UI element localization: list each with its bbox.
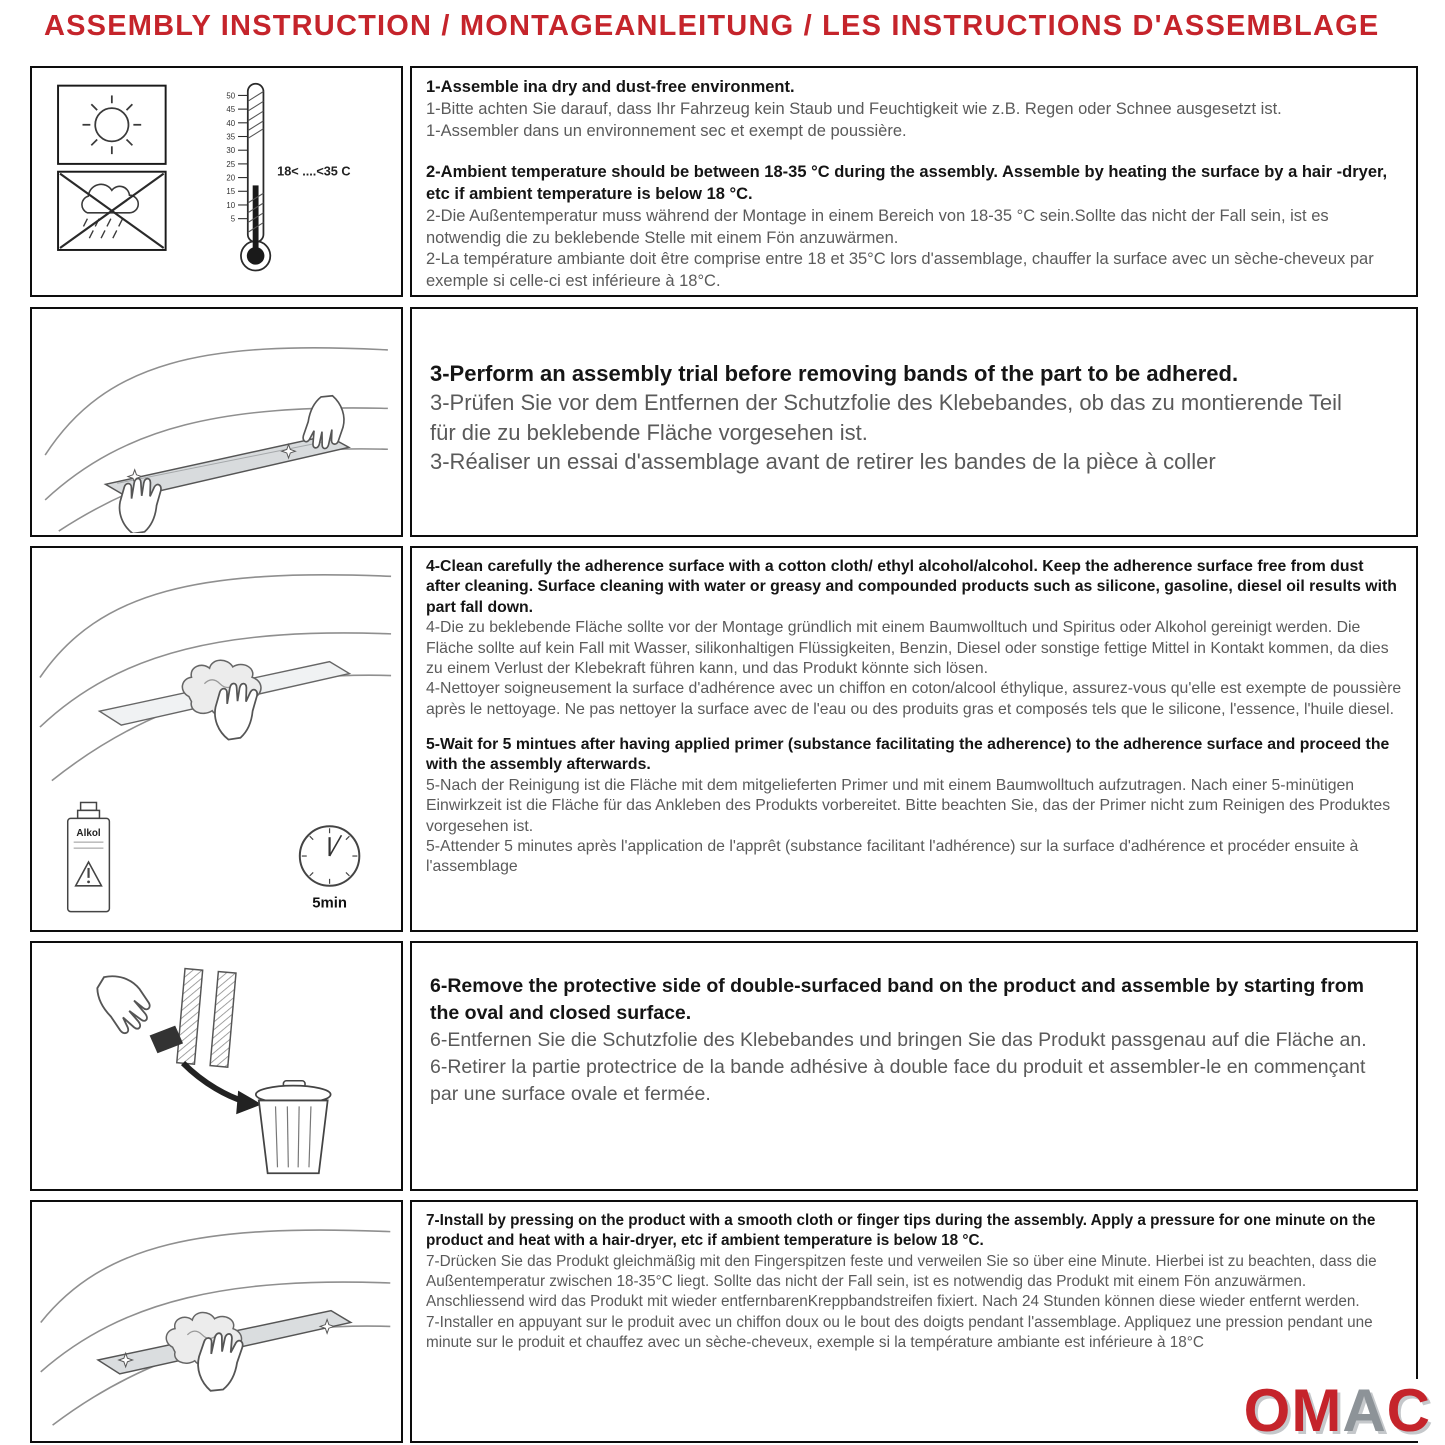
step4-en: 4-Clean carefully the adherence surface with a cotton cloth/ ethyl alcohol/alcohol. Keep the adherence surface free from dust after cleaning. Surface cleaning with water or greasy and compounded products such as silicone, gasoline, diesel oil results with part fall down. xyxy=(426,558,1397,616)
down-arrow-icon xyxy=(183,1063,244,1101)
temperature-range-label: 18< ....<35 C xyxy=(277,163,351,179)
illustration-assembly-trial xyxy=(30,307,403,537)
step4-de: 4-Die zu beklebende Fläche sollte vor der Montage gründlich mit einem Baumwolltuch und Spiritus oder Alkohol gereinigt werden. Die Fläche sollte auf kein Fall mit Wasser, silikonhaltigen Flüssigkeiten, Benzin, Diesel oder sonstige fettige Mittel in Kontakt kommen, da dies zu einem Verlust der Klebekraft führen kann, und das Produkt könnte sich lösen. xyxy=(426,619,1389,677)
svg-text:15: 15 xyxy=(226,187,236,197)
text-block-step-3 xyxy=(410,307,1418,537)
surface-cleaning-drawing xyxy=(34,550,399,928)
illustration-environment-temperature xyxy=(30,66,403,297)
thermometer-icon xyxy=(226,84,350,271)
text-block-steps-4-5 xyxy=(410,546,1418,932)
thermometer-scale-numbers xyxy=(226,91,235,223)
remove-band-drawing xyxy=(34,945,399,1187)
no-rain-box xyxy=(58,172,166,250)
step6-fr: 6-Retirer la partie protectrice de la bande adhésive à double face du produit et assembler-le en commençant par une surface ovale et fermée. xyxy=(430,1055,1366,1105)
trash-can-icon xyxy=(256,1081,331,1173)
step3-en: 3-Perform an assembly trial before removing bands of the part to be adhered. xyxy=(430,361,1239,386)
step7-de: 7-Drücken Sie das Produkt gleichmäßig mit den Fingerspitzen feste und verweilen Sie so über eine Minute. Hierbei ist zu beachten, dass die Außentemperatur zwischen 18-35°C liegt. Sollte das nicht der Fall sein, ist es notwendig das Produkt mit einem Fön anzuwärmen. Anschliessend wird das Produkt mit wieder entfernbarenKreppbandstreifen fixiert. Nach 24 Stunden können diese wieder entfernt werden. xyxy=(426,1252,1377,1311)
illustration-remove-protective-band xyxy=(30,941,403,1191)
svg-text:10: 10 xyxy=(226,200,236,210)
step3-fr: 3-Réaliser un essai d'assemblage avant de retirer les bandes de la pièce à coller xyxy=(430,449,1216,475)
text-block-step-6 xyxy=(410,941,1418,1191)
protective-band-strips-icon xyxy=(177,969,236,1068)
logo-letter-a: A xyxy=(1342,1377,1387,1444)
step1-en: 1-Assemble ina dry and dust-free environment. xyxy=(426,78,795,96)
step7-fr: 7-Installer en appuyant sur le produit avec un chiffon doux ou le bout des doigts pendant l'assemblage. Appliquez une pression pendant une minute sur le produit et chauffez avec un sèche-cheveux, exemple si la température ambiante est inférieure à 18°C xyxy=(426,1313,1373,1352)
step2-fr: 2-La température ambiante doit être comprise entre 18 et 35°C lors d'assemblage, chauffer la surface avec un sèche-cheveux par exemple si celle-ci est inférieure à 18°C. xyxy=(426,250,1374,291)
svg-text:50: 50 xyxy=(226,91,236,101)
illustration-surface-cleaning xyxy=(30,546,403,932)
step3-de: 3-Prüfen Sie vor dem Entfernen der Schutzfolie des Klebebandes, ob das zu montierende Teil für die zu beklebende Fläche vorgesehen ist. xyxy=(430,390,1342,445)
step1-fr: 1-Assembler dans un environnement sec et exempt de poussière. xyxy=(426,121,907,140)
svg-text:40: 40 xyxy=(226,118,236,128)
sun-box xyxy=(58,86,166,164)
svg-text:20: 20 xyxy=(226,173,236,183)
step6-en: 6-Remove the protective side of double-surfaced band on the product and assemble by starting from the oval and closed surface. xyxy=(430,975,1364,1024)
step7-en: 7-Install by pressing on the product with a smooth cloth or finger tips during the assembly. Apply a pressure for one minute on the product and heat with a hair-dryer, etc if ambient temperature is below 18 °C. xyxy=(426,1212,1376,1250)
alcohol-bottle-icon xyxy=(68,802,110,911)
step5-fr: 5-Attender 5 minutes après l'application de l'apprêt (substance facilitant l'adhérence) sur la surface d'adhérence et procéder ensuite à l'assemblage xyxy=(426,837,1359,876)
svg-text:5: 5 xyxy=(230,214,236,224)
illustration-press-install xyxy=(30,1200,403,1443)
step2-de: 2-Die Außentemperatur muss während der Montage in einem Bereich von 18-35 °C sein.Sollte das nicht der Fall sein, ist es notwendig die zu beklebende Stelle mit einem Fön anzuwärmen. xyxy=(426,206,1329,247)
clock-label: 5min xyxy=(312,895,347,912)
omac-logo xyxy=(1228,1377,1435,1444)
step2-en: 2-Ambient temperature should be between 18-35 °C during the assembly. Assemble by heating the surface by a hair -dryer, etc if ambient temperature is below 18 °C. xyxy=(426,163,1388,204)
logo-letters-om: OM xyxy=(1243,1377,1343,1444)
text-block-steps-1-2 xyxy=(410,66,1418,297)
assembly-trial-drawing xyxy=(34,311,399,533)
page-title: ASSEMBLY INSTRUCTION / MONTAGEANLEITUNG / LES INSTRUCTIONS D'ASSEMBLAGE xyxy=(44,10,1380,42)
step5-de: 5-Nach der Reinigung ist die Fläche mit dem mitgelieferten Primer und mit einem Baumwolltuch aufzutragen. Nach einer 5-minütigen Einwirkzeit ist die Fläche für das Ankleben des Produkts vorbereitet. Bitte beachten Sie, das der Primer nicht zum Reinigen des Produktes vorgesehen ist. xyxy=(426,776,1391,835)
step1-de: 1-Bitte achten Sie darauf, dass Ihr Fahrzeug kein Staub und Feuchtigkeit wie z.B. Regen oder Schnee ausgesetzt ist. xyxy=(426,99,1282,118)
svg-text:30: 30 xyxy=(226,146,236,156)
press-install-drawing xyxy=(34,1204,399,1439)
environment-temperature-drawing xyxy=(34,70,399,293)
svg-text:35: 35 xyxy=(226,132,236,142)
clock-icon xyxy=(300,826,360,911)
step5-en: 5-Wait for 5 mintues after having applied primer (substance facilitating the adherence) to the adherence surface and proceed the with the assembly afterwards. xyxy=(426,736,1390,774)
bottle-label: Alkol xyxy=(76,828,101,840)
hand-icon xyxy=(85,970,159,1040)
logo-letter-c: C xyxy=(1386,1377,1431,1444)
svg-text:45: 45 xyxy=(226,105,236,115)
thermometer-ticks xyxy=(238,95,248,218)
svg-text:25: 25 xyxy=(226,159,236,169)
step4-fr: 4-Nettoyer soigneusement la surface d'adhérence avec un chiffon en coton/alcool éthylique, assurez-vous qu'elle est exempte de poussière après le nettoyage. Ne pas nettoyer la surface avec de l'eau ou des produits gras et composés tels que le silicone, l'essence, l'huile diesel. xyxy=(426,680,1402,718)
step6-de: 6-Entfernen Sie die Schutzfolie des Klebebandes und bringen Sie das Produkt passgenau auf die Fläche an. xyxy=(430,1028,1367,1051)
